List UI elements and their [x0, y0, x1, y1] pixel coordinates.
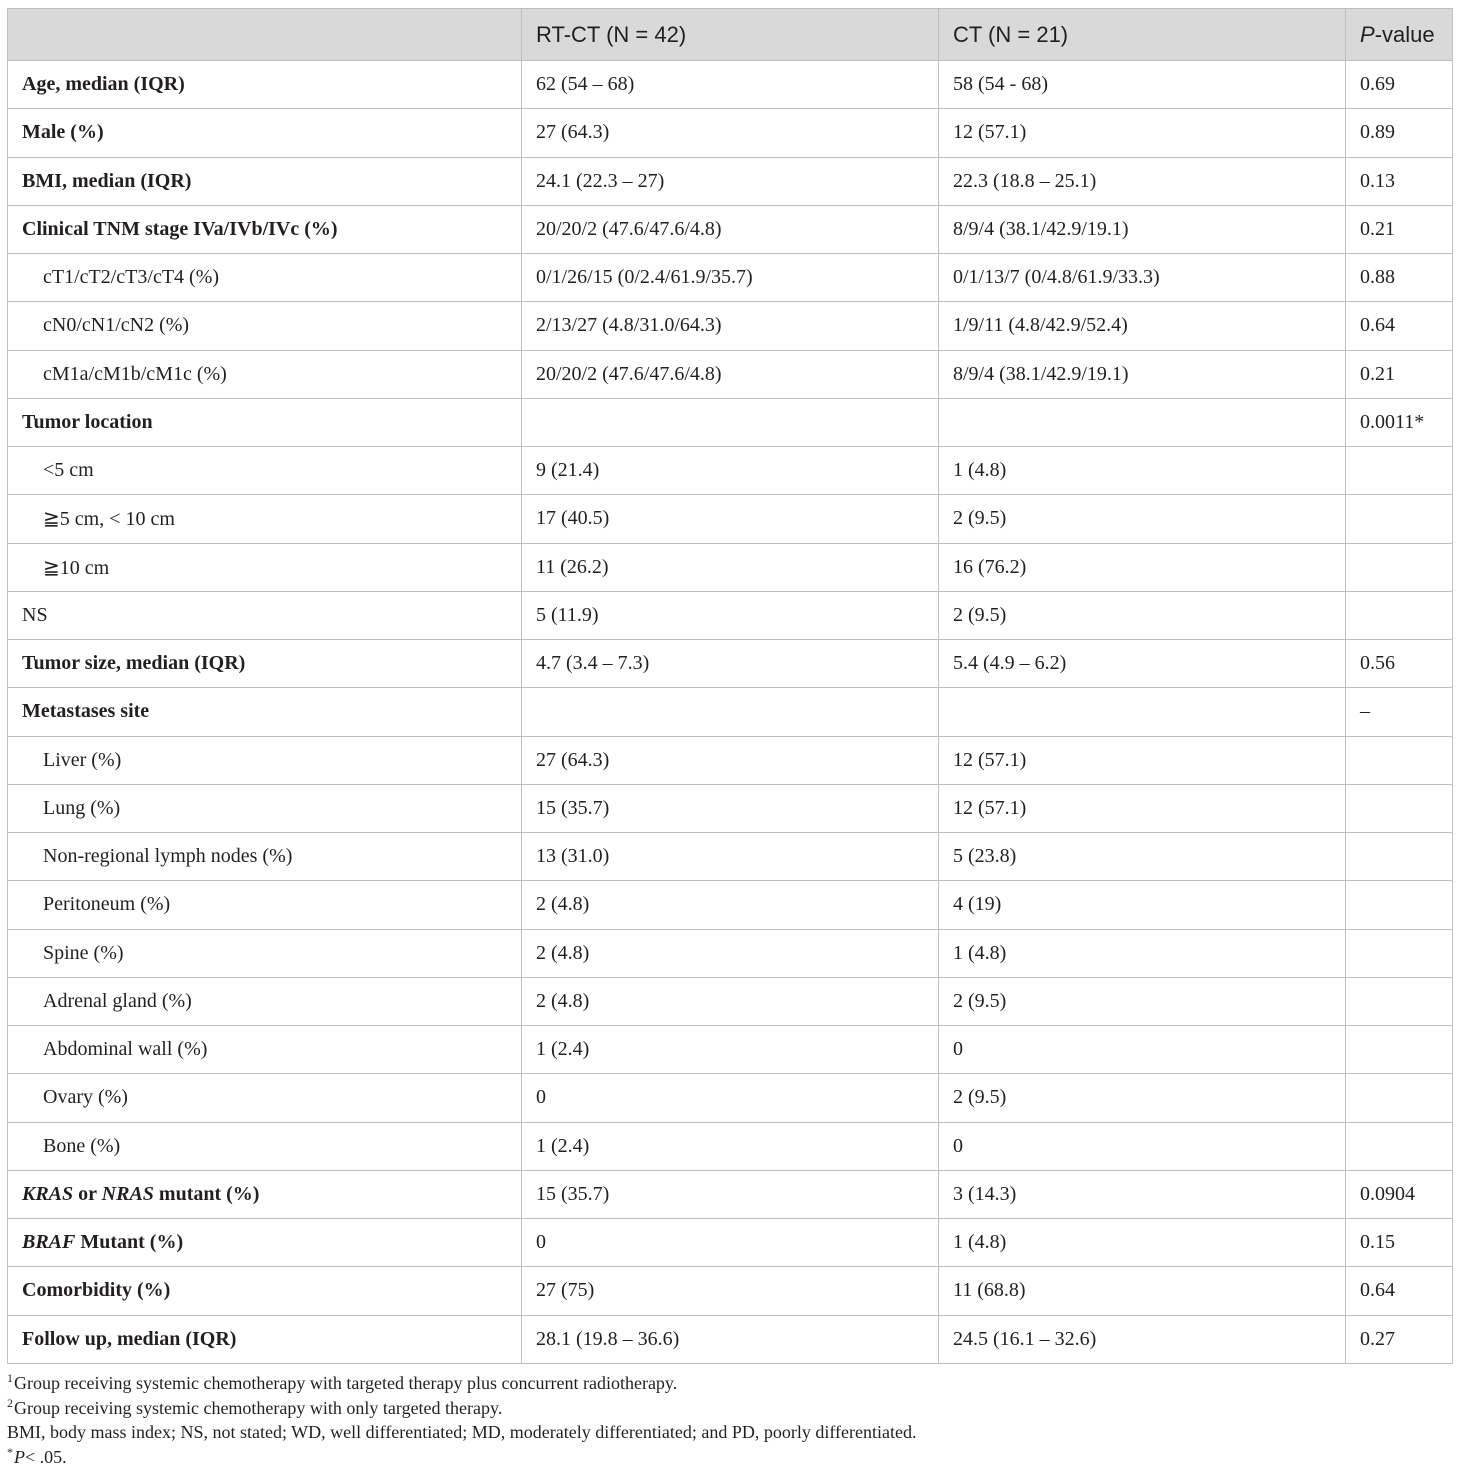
rt-ct-value: 62 (54 – 68)	[522, 61, 939, 109]
rt-ct-value	[522, 398, 939, 446]
rt-ct-value: 15 (35.7)	[522, 784, 939, 832]
row-metastasis-adrenal-gland	[8, 977, 1453, 1025]
row-label: cN0/cN1/cN2 (%)	[8, 302, 522, 350]
rt-ct-value: 28.1 (19.8 – 36.6)	[522, 1315, 939, 1363]
p-value: 0.69	[1346, 61, 1453, 109]
row-label	[8, 1170, 522, 1218]
row-location-over-10cm	[8, 543, 1453, 591]
gene-name: KRAS	[22, 1182, 74, 1205]
row-location-5-to-10cm	[8, 495, 1453, 543]
footnote-marker: 1	[7, 1371, 13, 1385]
row-label: Bone (%)	[8, 1122, 522, 1170]
row-label: ≧10 cm	[8, 543, 522, 591]
ct-value: 5 (23.8)	[939, 833, 1346, 881]
ct-value: 5.4 (4.9 – 6.2)	[939, 640, 1346, 688]
ct-value: 3 (14.3)	[939, 1170, 1346, 1218]
row-label: cM1a/cM1b/cM1c (%)	[8, 350, 522, 398]
row-label: BMI, median (IQR)	[8, 157, 522, 205]
rt-ct-value: 2 (4.8)	[522, 977, 939, 1025]
ct-value: 4 (19)	[939, 881, 1346, 929]
gene-name: NRAS	[101, 1182, 154, 1205]
row-age	[8, 61, 1453, 109]
row-ct-stage	[8, 254, 1453, 302]
ct-value: 16 (76.2)	[939, 543, 1346, 591]
row-label: Tumor location	[8, 398, 522, 446]
row-label: Comorbidity (%)	[8, 1267, 522, 1315]
row-bmi	[8, 157, 1453, 205]
p-value: 0.0011*	[1346, 398, 1453, 446]
row-cm-stage	[8, 350, 1453, 398]
row-braf-mutant	[8, 1219, 1453, 1267]
row-label: Non-regional lymph nodes (%)	[8, 833, 522, 881]
label-text: Mutant (%)	[75, 1231, 184, 1254]
ct-value: 8/9/4 (38.1/42.9/19.1)	[939, 350, 1346, 398]
p-symbol: P	[14, 1446, 25, 1467]
row-location-under-5cm	[8, 447, 1453, 495]
rt-ct-value: 2/13/27 (4.8/31.0/64.3)	[522, 302, 939, 350]
p-value: 0.0904	[1346, 1170, 1453, 1218]
row-label: Tumor size, median (IQR)	[8, 640, 522, 688]
rt-ct-value: 9 (21.4)	[522, 447, 939, 495]
rt-ct-value: 0	[522, 1219, 939, 1267]
row-metastasis-spine	[8, 929, 1453, 977]
row-metastasis-liver	[8, 736, 1453, 784]
p-value: 0.13	[1346, 157, 1453, 205]
ct-value: 1 (4.8)	[939, 929, 1346, 977]
row-cn-stage	[8, 302, 1453, 350]
ct-value: 2 (9.5)	[939, 977, 1346, 1025]
ct-value: 2 (9.5)	[939, 495, 1346, 543]
column-header-variable	[8, 9, 522, 61]
rt-ct-value: 13 (31.0)	[522, 833, 939, 881]
row-clinical-tnm-stage	[8, 205, 1453, 253]
column-header-p-value	[1346, 9, 1453, 61]
p-value	[1346, 881, 1453, 929]
ct-value: 1/9/11 (4.8/42.9/52.4)	[939, 302, 1346, 350]
p-value: 0.15	[1346, 1219, 1453, 1267]
row-comorbidity	[8, 1267, 1453, 1315]
row-kras-nras-mutant	[8, 1170, 1453, 1218]
row-metastases-site	[8, 688, 1453, 736]
row-metastasis-ovary	[8, 1074, 1453, 1122]
ct-value: 58 (54 - 68)	[939, 61, 1346, 109]
p-value: 0.21	[1346, 350, 1453, 398]
p-symbol: P	[1360, 21, 1375, 47]
rt-ct-value: 1 (2.4)	[522, 1122, 939, 1170]
column-header-ct: CT (N = 21)	[939, 9, 1346, 61]
footnote-abbreviations: BMI, body mass index; NS, not stated; WD, well differentiated; MD, moderately differentiated; and PD, poorly differentiated.	[7, 1422, 917, 1442]
row-label: Ovary (%)	[8, 1074, 522, 1122]
p-value	[1346, 591, 1453, 639]
p-value	[1346, 977, 1453, 1025]
rt-ct-value: 27 (75)	[522, 1267, 939, 1315]
ct-value: 11 (68.8)	[939, 1267, 1346, 1315]
footnote-marker: 2	[7, 1395, 13, 1410]
p-value-suffix: -value	[1374, 21, 1435, 47]
rt-ct-value: 4.7 (3.4 – 7.3)	[522, 640, 939, 688]
p-value: 0.89	[1346, 109, 1453, 157]
gene-name: BRAF	[22, 1231, 76, 1254]
rt-ct-value: 20/20/2 (47.6/47.6/4.8)	[522, 350, 939, 398]
row-location-not-stated	[8, 591, 1453, 639]
p-value: 0.64	[1346, 302, 1453, 350]
rt-ct-value: 2 (4.8)	[522, 881, 939, 929]
p-value	[1346, 495, 1453, 543]
rt-ct-value: 0/1/26/15 (0/2.4/61.9/35.7)	[522, 254, 939, 302]
p-value	[1346, 736, 1453, 784]
p-value	[1346, 784, 1453, 832]
ct-value: 12 (57.1)	[939, 784, 1346, 832]
ct-value	[939, 398, 1346, 446]
row-label: Follow up, median (IQR)	[8, 1315, 522, 1363]
row-metastasis-bone	[8, 1122, 1453, 1170]
rt-ct-value: 0	[522, 1074, 939, 1122]
row-tumor-location	[8, 398, 1453, 446]
row-tumor-size	[8, 640, 1453, 688]
row-label: cT1/cT2/cT3/cT4 (%)	[8, 254, 522, 302]
row-label: ≧5 cm, < 10 cm	[8, 495, 522, 543]
footnote-text: Group receiving systemic chemotherapy with targeted therapy plus concurrent radiotherapy.	[14, 1373, 678, 1393]
p-value	[1346, 1122, 1453, 1170]
row-metastasis-abdominal-wall	[8, 1026, 1453, 1074]
footnote-significance	[7, 1445, 1447, 1470]
rt-ct-value: 2 (4.8)	[522, 929, 939, 977]
p-value	[1346, 1074, 1453, 1122]
rt-ct-value: 5 (11.9)	[522, 591, 939, 639]
row-metastasis-peritoneum	[8, 881, 1453, 929]
p-value: 0.88	[1346, 254, 1453, 302]
row-label: Spine (%)	[8, 929, 522, 977]
footnote-text: Group receiving systemic chemotherapy with only targeted therapy.	[14, 1397, 503, 1418]
row-label: Clinical TNM stage IVa/IVb/IVc (%)	[8, 205, 522, 253]
row-label: Peritoneum (%)	[8, 881, 522, 929]
p-value	[1346, 543, 1453, 591]
p-value	[1346, 929, 1453, 977]
p-value	[1346, 447, 1453, 495]
rt-ct-value: 20/20/2 (47.6/47.6/4.8)	[522, 205, 939, 253]
footnote-group-1	[7, 1371, 1447, 1396]
rt-ct-value: 27 (64.3)	[522, 736, 939, 784]
rt-ct-value: 1 (2.4)	[522, 1026, 939, 1074]
row-label: Male (%)	[8, 109, 522, 157]
ct-value: 22.3 (18.8 – 25.1)	[939, 157, 1346, 205]
ct-value: 0/1/13/7 (0/4.8/61.9/33.3)	[939, 254, 1346, 302]
p-value: 0.56	[1346, 640, 1453, 688]
patient-characteristics-table	[7, 8, 1453, 1364]
rt-ct-value: 17 (40.5)	[522, 495, 939, 543]
table-footnotes	[7, 1371, 1447, 1469]
row-label: Liver (%)	[8, 736, 522, 784]
row-metastasis-lymph-nodes	[8, 833, 1453, 881]
row-metastasis-lung	[8, 784, 1453, 832]
row-label: Metastases site	[8, 688, 522, 736]
p-value: 0.21	[1346, 205, 1453, 253]
label-text: mutant (%)	[153, 1182, 260, 1205]
p-value: –	[1346, 688, 1453, 736]
ct-value: 1 (4.8)	[939, 1219, 1346, 1267]
ct-value: 0	[939, 1026, 1346, 1074]
rt-ct-value: 15 (35.7)	[522, 1170, 939, 1218]
p-value: 0.64	[1346, 1267, 1453, 1315]
label-text: or	[73, 1182, 102, 1205]
footnote-marker: *	[7, 1444, 13, 1459]
ct-value: 24.5 (16.1 – 32.6)	[939, 1315, 1346, 1363]
ct-value: 0	[939, 1122, 1346, 1170]
row-label	[8, 1219, 522, 1267]
p-value: 0.27	[1346, 1315, 1453, 1363]
p-value	[1346, 833, 1453, 881]
column-header-rt-ct: RT-CT (N = 42)	[522, 9, 939, 61]
row-label: Adrenal gland (%)	[8, 977, 522, 1025]
ct-value: 8/9/4 (38.1/42.9/19.1)	[939, 205, 1346, 253]
row-label: <5 cm	[8, 447, 522, 495]
row-follow-up	[8, 1315, 1453, 1363]
row-label: NS	[8, 591, 522, 639]
row-label: Lung (%)	[8, 784, 522, 832]
ct-value: 12 (57.1)	[939, 109, 1346, 157]
row-label: Age, median (IQR)	[8, 61, 522, 109]
ct-value: 12 (57.1)	[939, 736, 1346, 784]
rt-ct-value: 11 (26.2)	[522, 543, 939, 591]
ct-value: 2 (9.5)	[939, 1074, 1346, 1122]
p-value	[1346, 1026, 1453, 1074]
row-male	[8, 109, 1453, 157]
rt-ct-value	[522, 688, 939, 736]
rt-ct-value: 24.1 (22.3 – 27)	[522, 157, 939, 205]
row-label: Abdominal wall (%)	[8, 1026, 522, 1074]
ct-value	[939, 688, 1346, 736]
ct-value: 2 (9.5)	[939, 591, 1346, 639]
rt-ct-value: 27 (64.3)	[522, 109, 939, 157]
ct-value: 1 (4.8)	[939, 447, 1346, 495]
footnote-text: < .05.	[25, 1446, 67, 1467]
footnote-group-2	[7, 1396, 1447, 1421]
table-header-row	[8, 9, 1453, 61]
